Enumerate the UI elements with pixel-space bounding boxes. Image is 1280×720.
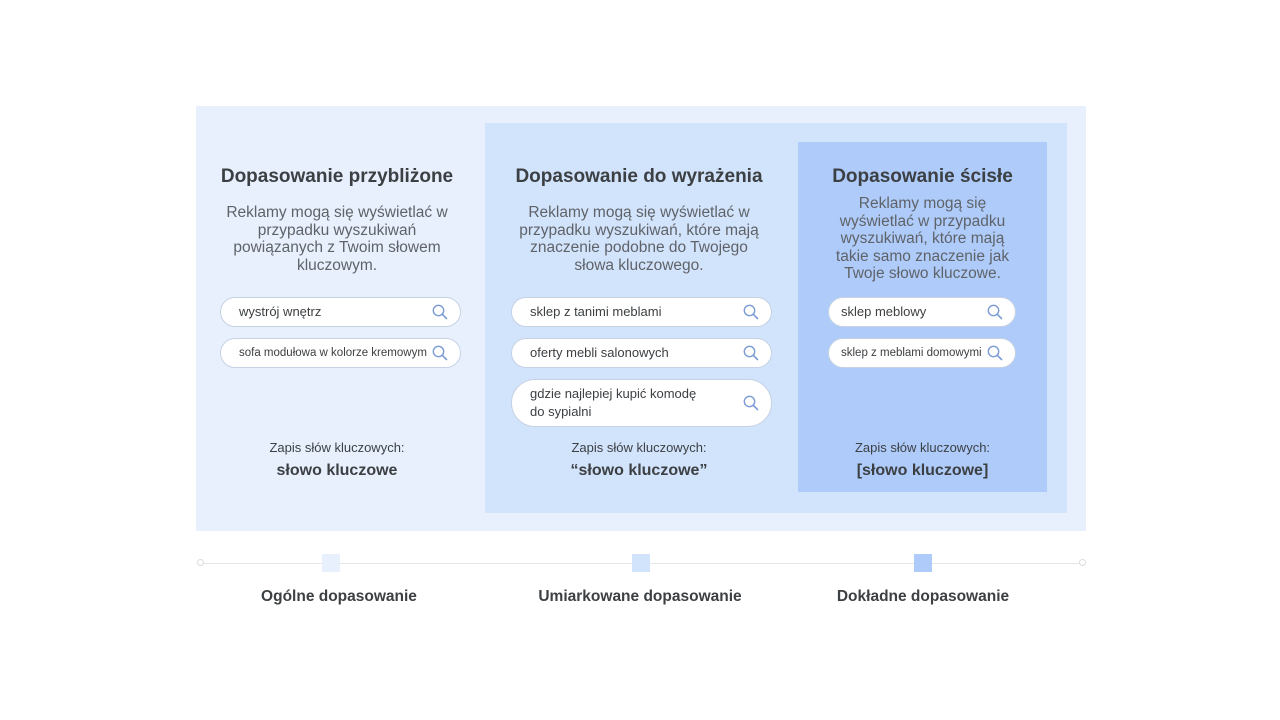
notation-label: Zapis słów kluczowych: [269, 440, 405, 455]
notation-value: “słowo kluczowe” [570, 462, 708, 479]
search-query-text: sklep z meblami domowymi [841, 347, 982, 359]
search-icon [742, 394, 760, 412]
search-query-pill [828, 297, 1016, 327]
search-icon [986, 344, 1004, 362]
column-description: Reklamy mogą się wyświetlać w przypadku wyszukiwań, które mają takie samo znaczenie jak Twoje słowo kluczowe. [835, 195, 1010, 283]
scale-start-dot [197, 559, 204, 566]
column-title: Dopasowanie przybliżone [220, 166, 454, 187]
search-query-text: gdzie najlepiej kupić komodę do sypialni [530, 386, 697, 419]
scale-label-exact: Dokładne dopasowanie [836, 588, 1010, 605]
column-title: Dopasowanie ścisłe [832, 166, 1013, 187]
search-query-text: wystrój wnętrz [239, 304, 322, 319]
scale-end-dot [1079, 559, 1086, 566]
scale-label-phrase: Umiarkowane dopasowanie [538, 588, 742, 605]
notation-label: Zapis słów kluczowych: [854, 440, 991, 455]
scale-marker-broad [322, 554, 340, 572]
search-icon [742, 303, 760, 321]
scale-label-broad: Ogólne dopasowanie [261, 588, 417, 605]
search-icon [431, 344, 449, 362]
search-query-pill [511, 338, 772, 368]
notation-label: Zapis słów kluczowych: [571, 440, 707, 455]
search-query-pill [511, 297, 772, 327]
search-icon [986, 303, 1004, 321]
search-icon [431, 303, 449, 321]
scale-marker-exact [914, 554, 932, 572]
scale-marker-phrase [632, 554, 650, 572]
search-query-text: oferty mebli salonowych [530, 345, 669, 360]
search-query-pill [220, 338, 461, 368]
notation-value: słowo kluczowe [276, 462, 398, 479]
column-description: Reklamy mogą się wyświetlać w przypadku wyszukiwań, które mają znaczenie podobne do Twojego słowa kluczowego. [519, 204, 759, 274]
search-query-pill [220, 297, 461, 327]
search-query-text: sklep meblowy [841, 304, 927, 319]
search-query-pill [828, 338, 1016, 368]
column-title: Dopasowanie do wyrażenia [515, 166, 763, 187]
notation-value: [słowo kluczowe] [856, 462, 989, 479]
search-query-pill [511, 379, 772, 427]
search-icon [742, 344, 760, 362]
column-description: Reklamy mogą się wyświetlać w przypadku wyszukiwań powiązanych z Twoim słowem kluczowym. [226, 204, 448, 274]
search-query-text: sofa modułowa w kolorze kremowym [239, 347, 427, 359]
search-query-text: sklep z tanimi meblami [530, 304, 662, 319]
